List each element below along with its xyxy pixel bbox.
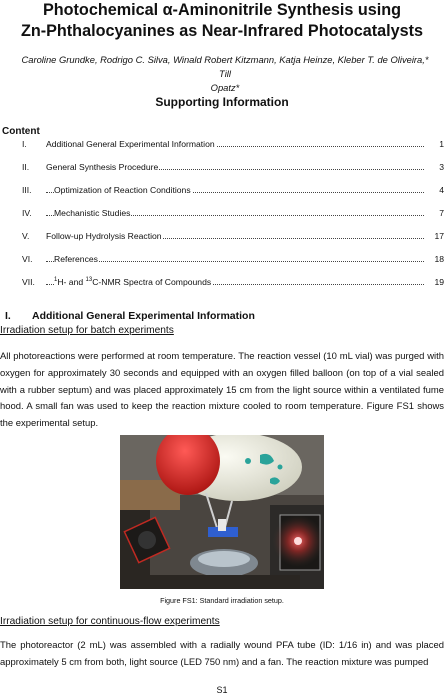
toc-entry[interactable] xyxy=(0,138,444,150)
title-line-1: Photochemical α-Aminonitrile Synthesis using xyxy=(42,1,402,19)
setup-photo xyxy=(120,435,324,589)
page-number: S1 xyxy=(216,685,228,695)
paragraph-batch-setup: All photoreactions were performed at room temperature. The reaction vessel (10 mL vial) was purged with oxygen for approximately 30 seconds and equipped with an oxygen filled balloon (on top of a vial sealed with a rubber septum) and was placed approximately 15 cm from the light source within a ventilated fume hood. A small fan was used to keep the reaction mixture cooled to room temperature. Figure FS1 shows the experimental setup. xyxy=(0,351,444,430)
document-title xyxy=(0,0,444,42)
toc-page-number: 1 xyxy=(426,138,444,150)
toc-number: VII. xyxy=(22,277,35,287)
toc-page-number: 17 xyxy=(426,230,444,242)
toc-title: Follow-up Hydrolysis Reaction xyxy=(46,231,162,241)
toc-heading: Content xyxy=(2,126,40,137)
toc-entry[interactable] xyxy=(0,207,444,219)
figure-caption: Figure FS1: Standard irradiation setup. xyxy=(160,596,284,605)
toc-page-number: 7 xyxy=(426,207,444,219)
toc-entry[interactable] xyxy=(0,184,444,196)
toc-entry[interactable] xyxy=(0,230,444,242)
toc-page-number: 3 xyxy=(426,161,444,173)
title-line-2: Zn-Phthalocyanines as Near-Infrared Photocatalysts xyxy=(20,22,424,40)
figure-irradiation-setup xyxy=(120,435,324,589)
toc-title: Optimization of Reaction Conditions xyxy=(54,185,191,195)
section-title: Additional General Experimental Information xyxy=(32,310,255,322)
toc-number: V. xyxy=(22,231,30,241)
toc-title: References xyxy=(54,254,98,264)
toc-page-number: 18 xyxy=(426,253,444,265)
toc-page-number: 19 xyxy=(426,276,444,288)
toc-title xyxy=(54,276,212,288)
toc-page-number: 4 xyxy=(426,184,444,196)
toc-title: Mechanistic Studies xyxy=(54,208,131,218)
authors-line-2: Opatz* xyxy=(210,82,240,93)
author-list xyxy=(20,53,430,95)
subheading-flow: Irradiation setup for continuous-flow experiments xyxy=(0,616,220,627)
superscript: 13 xyxy=(85,277,93,284)
toc-number: VI. xyxy=(22,254,33,264)
authors-line-1: Caroline Grundke, Rodrigo C. Silva, Winald Robert Kitzmann, Katja Heinze, Kleber T. de Oliveira,* Till xyxy=(21,54,429,79)
toc-number: II. xyxy=(22,162,30,172)
paragraph-flow-setup: The photoreactor (2 mL) was assembled with a radially wound PFA tube (ID: 1/16 in) and was placed approximately 5 cm from both, light source (LED 750 nm) and a fan. The reaction mixture was pumped xyxy=(0,640,444,668)
toc-title-text: H- and xyxy=(57,277,86,287)
toc-entry[interactable] xyxy=(0,161,444,173)
supporting-information-heading: Supporting Information xyxy=(155,95,289,109)
toc-entry[interactable] xyxy=(0,276,444,288)
toc-number: III. xyxy=(22,185,32,195)
section-number: I. xyxy=(5,310,11,322)
toc-number: I. xyxy=(22,139,27,149)
toc-leader-dots xyxy=(46,261,424,262)
toc-title: General Synthesis Procedure xyxy=(46,162,159,172)
toc-entry[interactable] xyxy=(0,253,444,265)
superscript: 1 xyxy=(54,277,58,284)
toc-title: Additional General Experimental Information xyxy=(46,139,215,149)
toc-number: IV. xyxy=(22,208,32,218)
subheading-batch: Irradiation setup for batch experiments xyxy=(0,325,174,336)
toc-title-text: C-NMR Spectra of Compounds xyxy=(92,277,212,287)
